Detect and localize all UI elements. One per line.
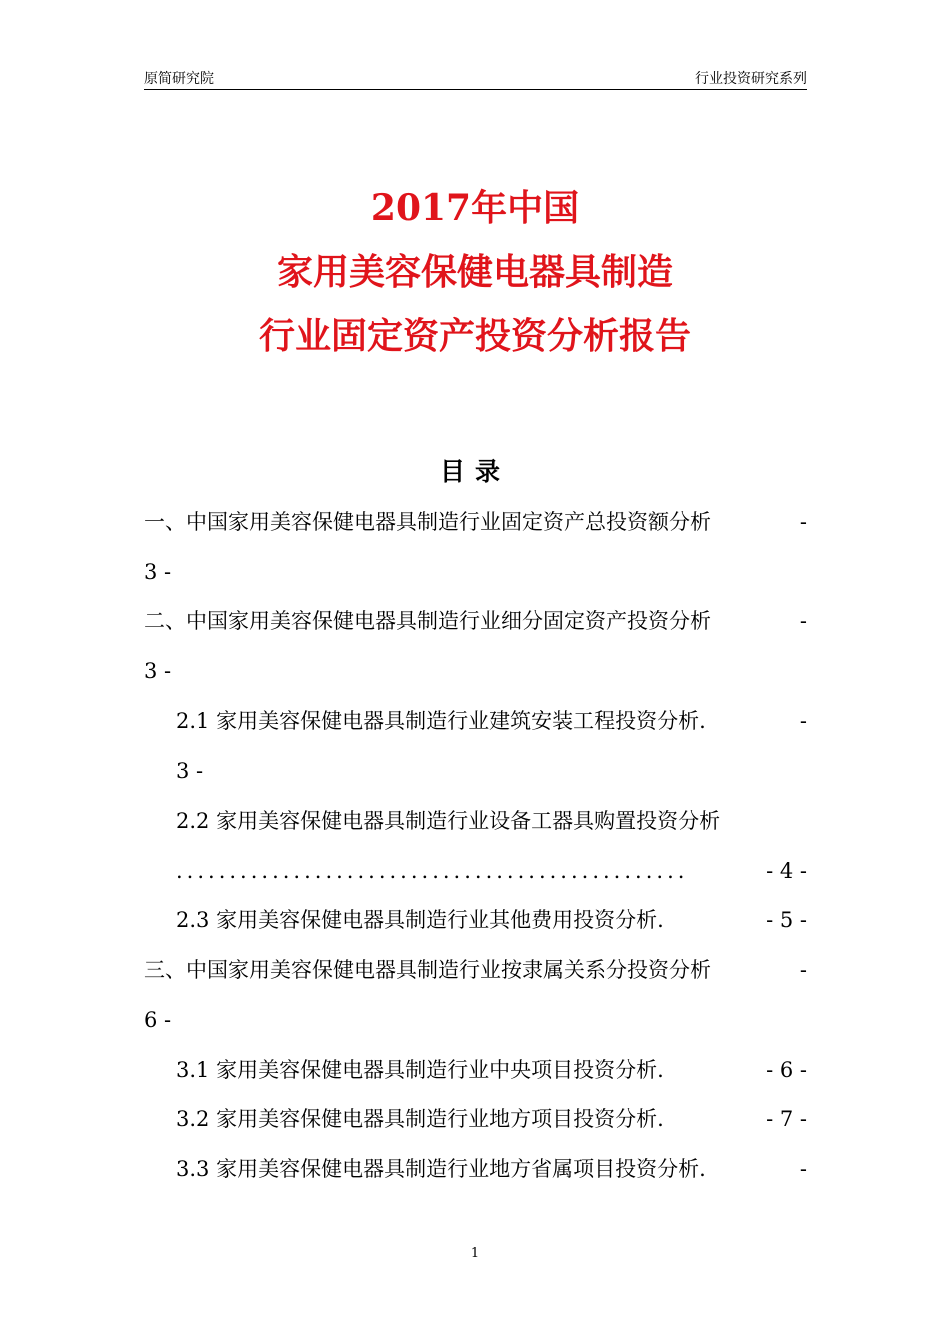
page-header bbox=[144, 64, 807, 90]
toc-entry-2-2-leader: ................................................ bbox=[176, 859, 689, 883]
toc-entry-1-dash: - bbox=[799, 510, 807, 534]
toc-entry-1[interactable]: 一、中国家用美容保健电器具制造行业固定资产总投资额分析 bbox=[144, 510, 711, 534]
toc-entry-3-1-page: - 6 - bbox=[766, 1058, 807, 1082]
header-series: 行业投资研究系列 bbox=[695, 71, 807, 87]
toc-entry-2-3-page: - 5 - bbox=[766, 908, 807, 932]
report-title-line-2: 家用美容保健电器具制造 bbox=[276, 251, 673, 293]
toc-entry-3-dash: - bbox=[799, 958, 807, 982]
toc-entry-2[interactable]: 二、中国家用美容保健电器具制造行业细分固定资产投资分析 bbox=[144, 609, 711, 633]
toc-entry-2-3[interactable]: 2.3 家用美容保健电器具制造行业其他费用投资分析. bbox=[176, 908, 664, 932]
toc-entry-2-1-dash: - bbox=[799, 709, 807, 733]
toc-entry-3-2-page: - 7 - bbox=[766, 1107, 807, 1131]
toc-entry-2-2[interactable]: 2.2 家用美容保健电器具制造行业设备工器具购置投资分析 bbox=[176, 809, 721, 833]
report-title-line-1: 2017年中国 bbox=[370, 187, 580, 229]
toc-entry-3-2[interactable]: 3.2 家用美容保健电器具制造行业地方项目投资分析. bbox=[176, 1107, 664, 1131]
toc-entry-3-page: 6 - bbox=[144, 1008, 172, 1032]
page-number: 1 bbox=[470, 1246, 480, 1261]
toc-entry-2-page: 3 - bbox=[144, 659, 172, 683]
header-publisher: 原简研究院 bbox=[144, 71, 214, 87]
toc-entry-2-1-page: 3 - bbox=[176, 759, 204, 783]
toc-entry-2-2-page: - 4 - bbox=[766, 859, 807, 883]
toc-entry-3-3[interactable]: 3.3 家用美容保健电器具制造行业地方省属项目投资分析. bbox=[176, 1157, 706, 1181]
toc-entry-1-page: 3 - bbox=[144, 560, 172, 584]
toc-entry-3-1[interactable]: 3.1 家用美容保健电器具制造行业中央项目投资分析. bbox=[176, 1058, 664, 1082]
toc-entry-2-1[interactable]: 2.1 家用美容保健电器具制造行业建筑安装工程投资分析. bbox=[176, 709, 706, 733]
toc-heading: 目录 bbox=[439, 457, 510, 486]
report-title-line-3: 行业固定资产投资分析报告 bbox=[258, 315, 691, 357]
toc-entry-3-3-dash: - bbox=[799, 1157, 807, 1181]
toc-entry-3[interactable]: 三、中国家用美容保健电器具制造行业按隶属关系分投资分析 bbox=[144, 958, 711, 982]
toc-entry-2-dash: - bbox=[799, 609, 807, 633]
